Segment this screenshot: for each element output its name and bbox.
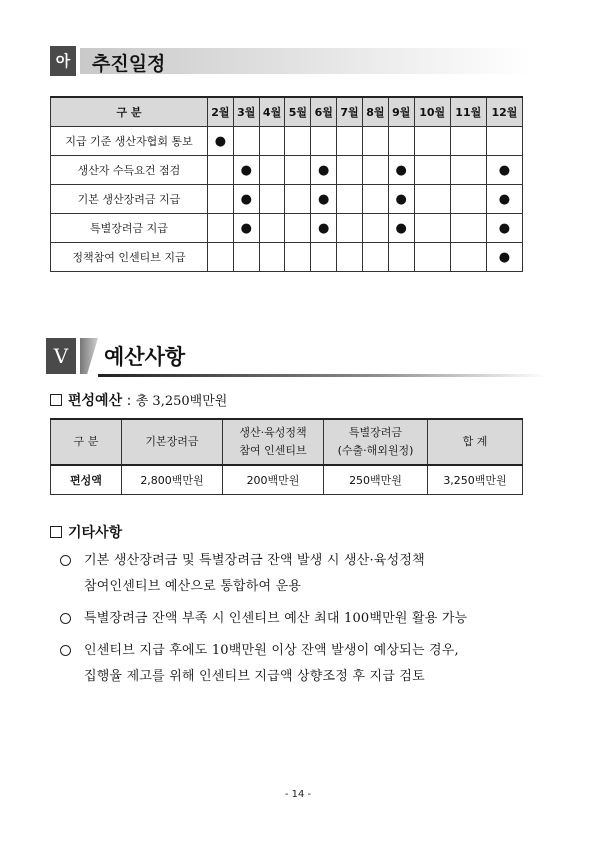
schedule-cell: ● [311,156,337,185]
schedule-item-label: 정책참여 인센티브 지급 [51,243,208,272]
header-line: 생산·육성정책 [239,426,307,440]
schedule-cell: ● [486,214,522,243]
checkbox-square-icon [50,394,62,406]
budget-separator: : [126,393,132,409]
budget-header-row [51,419,523,465]
table-row [51,214,523,243]
list-item [60,638,530,690]
schedule-cell [362,185,388,214]
bullet-line: 인센티브 지급 후에도 10백만원 이상 잔액 발생이 예상되는 경우, [84,643,459,658]
checkbox-square-icon [50,526,62,538]
schedule-cell [414,156,450,185]
schedule-cell [208,214,234,243]
schedule-cell [362,127,388,156]
bullet-line: 집행율 제고를 위해 인센티브 지급액 상향조정 후 지급 검토 [84,669,425,684]
bullet-line: 참여인센티브 예산으로 통합하여 운용 [84,579,302,594]
bullet-line: 기본 생산장려금 및 특별장려금 잔액 발생 시 생산·육성정책 [84,553,425,568]
budget-basic-amount: 2,800백만원 [122,465,223,495]
schedule-cell [285,156,311,185]
list-item [60,606,530,632]
schedule-cell [285,185,311,214]
etc-title: 기타사항 [68,525,123,541]
schedule-cell [362,156,388,185]
schedule-cell [450,214,486,243]
schedule-cell [337,243,363,272]
budget-total-amount: 3,250백만원 [428,465,523,495]
schedule-cell [285,243,311,272]
section-header-budget [46,338,546,378]
table-row [51,127,523,156]
schedule-cell [450,185,486,214]
section-underline [98,374,546,377]
section-title: 예산사항 [104,345,186,369]
section-badge: V [46,338,76,374]
schedule-cell [233,243,259,272]
schedule-cell: ● [233,156,259,185]
schedule-item-label: 지급 기준 생산자협회 통보 [51,127,208,156]
section-title: 추진일정 [92,53,166,75]
schedule-cell [208,156,234,185]
schedule-cell [414,185,450,214]
schedule-cell [259,214,285,243]
circle-bullet-icon [60,645,71,656]
schedule-cell [259,156,285,185]
schedule-cell: ● [486,185,522,214]
section-header-schedule [50,46,532,78]
schedule-cell: ● [233,185,259,214]
circle-bullet-icon [60,555,71,566]
month-header: 12월 [486,97,522,127]
budget-row-label: 편성액 [51,465,122,495]
bullet-line: 특별장려금 잔액 부족 시 인센티브 예산 최대 100백만원 활용 가능 [84,611,468,626]
schedule-cell: ● [486,243,522,272]
schedule-item-label: 특별장려금 지급 [51,214,208,243]
schedule-cell: ● [233,214,259,243]
schedule-header-item: 구 분 [51,97,208,127]
schedule-cell [414,243,450,272]
table-row [51,156,523,185]
month-header: 7월 [337,97,363,127]
month-header: 9월 [388,97,414,127]
schedule-cell [450,243,486,272]
table-row [51,185,523,214]
schedule-item-label: 생산자 수득요건 점검 [51,156,208,185]
month-header: 10월 [414,97,450,127]
schedule-cell [450,156,486,185]
schedule-cell [337,127,363,156]
budget-special-amount: 250백만원 [324,465,428,495]
schedule-cell [414,214,450,243]
schedule-cell [259,243,285,272]
section-badge: 아 [50,46,76,76]
budget-header-incentive [223,419,324,465]
schedule-cell [311,243,337,272]
list-item [60,548,530,600]
table-row [51,243,523,272]
schedule-cell [285,127,311,156]
schedule-cell [486,127,522,156]
schedule-table [50,96,523,272]
month-header: 4월 [259,97,285,127]
budget-header-basic: 기본장려금 [122,419,223,465]
schedule-cell [362,214,388,243]
month-header: 5월 [285,97,311,127]
schedule-cell [311,127,337,156]
schedule-cell [414,127,450,156]
schedule-cell [388,243,414,272]
budget-header-total: 합 계 [428,419,523,465]
schedule-cell: ● [388,156,414,185]
section-notch-decoration [80,338,98,374]
schedule-cell [208,185,234,214]
circle-bullet-icon [60,613,71,624]
schedule-cell: ● [311,214,337,243]
schedule-item-label: 기본 생산장려금 지급 [51,185,208,214]
schedule-cell [233,127,259,156]
month-header: 3월 [233,97,259,127]
schedule-cell [337,185,363,214]
budget-value: 총 3,250백만원 [135,394,228,409]
month-header: 11월 [450,97,486,127]
schedule-cell [285,214,311,243]
schedule-cell: ● [486,156,522,185]
budget-label: 편성예산 [68,393,123,409]
schedule-cell [337,156,363,185]
schedule-cell [450,127,486,156]
month-header: 6월 [311,97,337,127]
schedule-cell [208,243,234,272]
budget-table [50,418,523,495]
etc-heading [50,522,122,542]
schedule-cell [259,127,285,156]
schedule-cell [337,214,363,243]
schedule-cell: ● [311,185,337,214]
schedule-cell: ● [388,214,414,243]
etc-bullet-list [60,548,530,696]
page-number: - 14 - [284,789,312,800]
budget-row [51,465,523,495]
schedule-cell: ● [388,185,414,214]
schedule-cell [259,185,285,214]
header-line: 참여 인센티브 [239,444,307,457]
schedule-cell [362,243,388,272]
schedule-header-row [51,97,523,127]
budget-header-item: 구 분 [51,419,122,465]
month-header: 2월 [208,97,234,127]
month-header: 8월 [362,97,388,127]
budget-summary [50,390,227,410]
header-line: 특별장려금 [348,426,403,440]
schedule-cell [388,127,414,156]
header-line: (수출·해외원정) [337,444,414,457]
budget-header-special [324,419,428,465]
schedule-cell: ● [208,127,234,156]
budget-incentive-amount: 200백만원 [223,465,324,495]
